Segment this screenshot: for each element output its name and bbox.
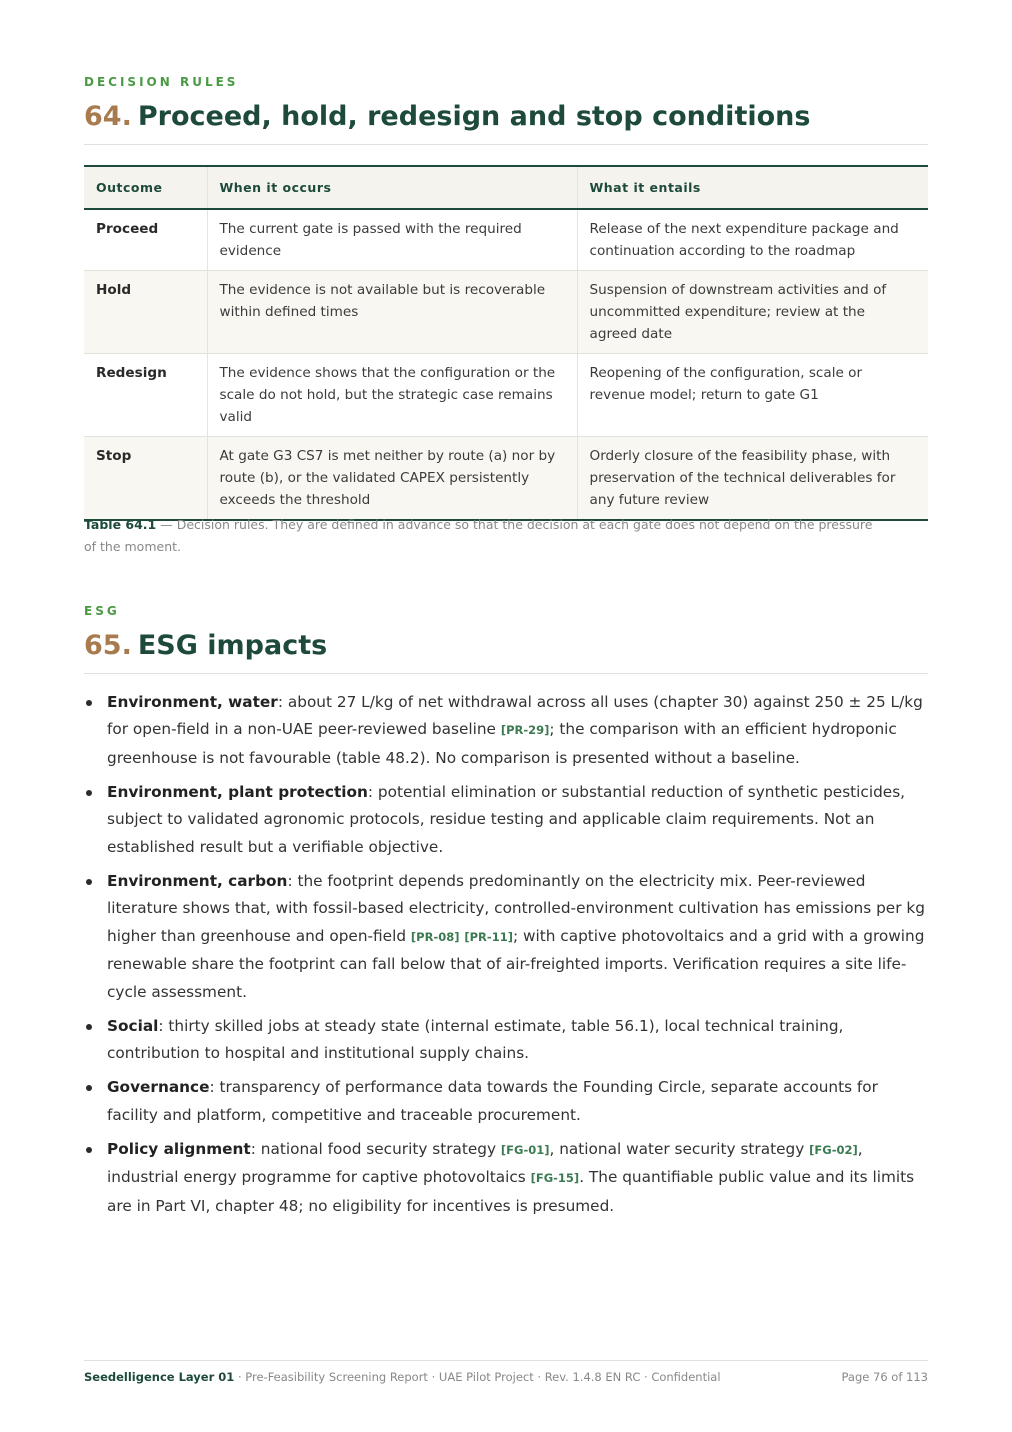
bullet-lead: Environment, water [107, 693, 278, 711]
outcome-cell: Hold [84, 271, 207, 354]
when-cell: At gate G3 CS7 is met neither by route (a) nor by route (b), or the validated CAPEX persistently exceeds the threshold [207, 437, 577, 521]
esg-impacts-list [84, 689, 928, 1227]
bullet-lead: Environment, plant protection [107, 783, 368, 802]
list-item [84, 689, 928, 772]
outcome-cell: Stop [84, 437, 207, 521]
table-caption [84, 514, 884, 558]
bullet-text: : the footprint depends predominantly on the electricity mix. Peer-reviewed literature shows that, with fossil-based electricity, controlled-environment cultivation has emissions per kg higher than greenhouse and open-field [107, 872, 925, 945]
outcome-cell: Proceed [84, 209, 207, 271]
heading-divider [84, 673, 928, 674]
section-heading [84, 630, 327, 661]
table-row [84, 437, 928, 521]
bullet-lead: Social [107, 1016, 159, 1035]
entails-cell: Release of the next expenditure package and continuation according to the roadmap [577, 209, 928, 271]
bullet-icon [86, 700, 92, 706]
reference-tag: [PR-11] [464, 929, 513, 944]
section-kicker: DECISION RULES [84, 75, 239, 89]
entails-cell: Suspension of downstream activities and of uncommitted expenditure; review at the agreed date [577, 271, 928, 354]
bullet-lead: Environment, carbon [107, 872, 288, 891]
bullet-icon [86, 790, 92, 796]
bullet-text: . The quantifiable public value and its limits are in Part VI, chapter 48; no eligibility for incentives is presumed. [107, 1168, 915, 1215]
footer-text: · Pre-Feasibility Screening Report · UAE Pilot Project · Rev. 1.4.8 EN RC · Confidential [234, 1370, 721, 1384]
bullet-text: : national food security strategy [250, 1140, 501, 1159]
column-header-outcome: Outcome [84, 166, 207, 209]
list-item [84, 779, 928, 861]
section-heading [84, 101, 810, 132]
bullet-text: , national water security strategy [549, 1140, 810, 1159]
section-number: 64. [84, 101, 132, 132]
table-row [84, 209, 928, 271]
footer-brand: Seedelligence Layer 01 [84, 1370, 235, 1384]
table-row [84, 354, 928, 437]
page-number: Page 76 of 113 [841, 1370, 928, 1384]
reference-tag: [FG-02] [809, 1143, 858, 1158]
reference-tag: [PR-08] [410, 929, 460, 944]
entails-cell: Orderly closure of the feasibility phase, with preservation of the technical deliverables for any future review [577, 437, 928, 521]
when-cell: The evidence shows that the configuration or the scale do not hold, but the strategic case remains valid [207, 354, 577, 437]
bullet-icon [86, 1147, 92, 1153]
bullet-icon [86, 1085, 92, 1091]
decision-rules-table [84, 165, 928, 521]
list-item [84, 1013, 928, 1068]
outcome-cell: Redesign [84, 354, 207, 437]
heading-divider [84, 144, 928, 145]
bullet-lead: Governance [107, 1078, 210, 1097]
column-header-when: When it occurs [207, 166, 577, 209]
bullet-text: : transparency of performance data towards the Founding Circle, separate accounts for facility and platform, competitive and traceable procurement. [107, 1078, 878, 1124]
reference-tag: [PR-29] [500, 723, 550, 738]
list-item [84, 1074, 928, 1129]
bullet-icon [86, 1024, 92, 1030]
bullet-lead: Policy alignment [107, 1140, 251, 1159]
bullet-text: ; with captive photovoltaics and a grid with a growing renewable share the footprint can fall below that of air-freighted imports. Verification requires a site life-cycle assessment. [107, 926, 925, 1001]
column-header-entails: What it entails [577, 166, 928, 209]
reference-tag: [FG-01] [500, 1143, 550, 1158]
page-footer [84, 1370, 928, 1384]
bullet-text: : potential elimination or substantial reduction of synthetic pesticides, subject to validated agronomic protocols, residue testing and applicable claim requirements. Not an established result but a verifiable objective. [107, 783, 906, 856]
table-row [84, 271, 928, 354]
list-item [84, 868, 928, 1006]
bullet-text: : about 27 L/kg of net withdrawal across all uses (chapter 30) against 250 ± 25 L/kg for open-field in a non-UAE peer-reviewed baseline [107, 693, 923, 739]
bullet-text: ; the comparison with an efficient hydroponic greenhouse is not favourable (table 48.2). No comparison is presented without a baseline. [107, 720, 897, 767]
caption-label: Table 64.1 [84, 517, 157, 532]
bullet-text: , industrial energy programme for captive photovoltaics [107, 1140, 863, 1187]
reference-tag: [FG-15] [530, 1171, 580, 1186]
caption-text: — Decision rules. They are defined in advance so that the decision at each gate does not depend on the pressure of the moment. [84, 517, 873, 554]
section-title: Proceed, hold, redesign and stop conditions [137, 101, 811, 132]
bullet-icon [86, 879, 92, 885]
section-kicker: ESG [84, 604, 120, 618]
footer-divider [84, 1360, 928, 1361]
section-number: 65. [84, 630, 132, 661]
section-title: ESG impacts [137, 630, 328, 661]
when-cell: The evidence is not available but is recoverable within defined times [207, 271, 577, 354]
list-item [84, 1136, 928, 1220]
when-cell: The current gate is passed with the required evidence [207, 209, 577, 271]
table-header-row [84, 166, 928, 209]
entails-cell: Reopening of the configuration, scale or revenue model; return to gate G1 [577, 354, 928, 437]
bullet-text: : thirty skilled jobs at steady state (internal estimate, table 56.1), local technical training, contribution to hospital and institutional supply chains. [107, 1016, 844, 1063]
